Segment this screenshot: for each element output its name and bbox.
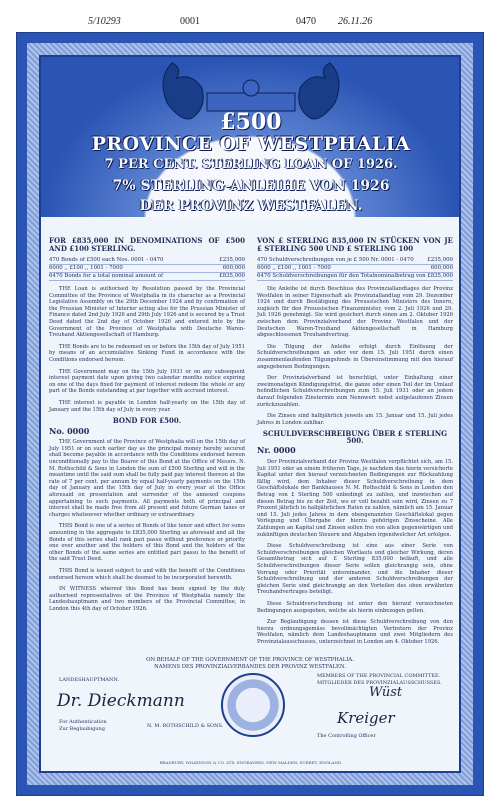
members-caption-de: MITGLIEDER DES PROVINZIALAUSSCHUSSES. xyxy=(317,680,442,686)
paragraph: Zur Beglaubigung dessen ist diese Schuldverschreibung von den hierzu ordnungsgemäss bevollmächtigten Vertretern der Provinz Westfalen, nämlich dem Landeshauptmann und zwei Mitgliedern des Provinzialausschusses, unterzeichnet in London am 4. Oktober 1926. xyxy=(257,619,453,645)
denomination-row xyxy=(49,273,245,281)
bond-body xyxy=(49,237,451,655)
bond-for-en: BOND FOR £500. xyxy=(112,416,182,426)
subtitle-german-2: DER PROVINZ WESTFALEN. xyxy=(139,198,363,214)
amount-heading: £500 xyxy=(220,109,282,135)
bond-for-de: SCHULDVERSCHREIBUNG ÜBER £ STERLING 500. xyxy=(262,429,448,445)
paragraph: IN WITNESS whereof this Bond has been signed by the duly authorised representatives of the Province of Westphalia namely the Landeshauptmann and two members of the Provincial Committee, in London this 4th day of October 1926. xyxy=(49,586,245,612)
embossed-seal-icon xyxy=(221,673,285,737)
signature-left: Dr. Dieckmann xyxy=(57,691,185,711)
row-amount: 600,000 xyxy=(430,265,453,271)
denomination-row xyxy=(257,265,453,273)
paragraph: THE Loan is authorised by Resolution passed by the Provincial Committee of the Province of Westphalia in its character as a Provincial Legislative Assembly on the 29th December 1924 and by confirmation of the Prussian Minister of Interior acting also for the Prussian Minister of Finance dated 2nd July 1926 and 29th July 1926 and is secured by a Trust Deed dated the 2nd day of October 1926 and entered into by the Government of the Province of Westphalia with Deutsche Waren-Treuhand Aktiengesellschaft of Hamburg. xyxy=(49,286,245,339)
bond-number-en: No. 0000 xyxy=(49,425,90,436)
on-behalf-en: ON BEHALF OF THE GOVERNMENT OF THE PROVINCE OF WESTPHALIA. xyxy=(146,657,354,663)
denominations-en: FOR £835,000 IN DENOMINATIONS OF £500 AND £100 STERLING. xyxy=(49,236,245,253)
row-label: 6000 ,, £100 ,, 1001 - 7000 xyxy=(257,265,331,271)
subtitle-english: 7 PER CENT. STERLING LOAN OF 1926. xyxy=(104,157,398,172)
bond-title: PROVINCE OF WESTPHALIA xyxy=(91,133,411,155)
row-amount: 600,000 xyxy=(222,265,245,271)
paragraph: Der Provinzialverband der Provinz Westfalen verpflichtet sich, am 15. Juli 1951 oder an einem früheren Tage, je nachdem das hierin versicherte Kapital unter den hierauf verzeichneten Bedingungen zur Rückzahlung fällig wird, dem Inhaber dieser Schuldverschreibung in dem Geschäftslokale der Bankhauses N. M. Rothschild & Sons in London den Betrag von £ Sterling 500 unbedingt zu zahlen, und inzwischen auf diesen Betrag bis zu der Zeit, wo er voll bezahlt sein wird, Zinsen zu 7 Prozent jährlich in halbjährlichen Raten zu zahlen, nämlich am 15. Januar und 15. Juli jedes Jahres in dem obengenannten Geschäftslokal gegen Vorlegung und Übergabe der hierzu gehörigen Zinsscheine. Alle Zahlungen an Kapital und Zinsen sollen frei von allen gegenwärtigen und zukünftigen deutschen Steuern und Abgaben irgendwelcher Art erfolgen. xyxy=(257,459,453,538)
paragraph: THIS Bond is issued subject to and with the benefit of the Conditions endorsed hereon which shall be deemed to be incorporated herewith. xyxy=(49,567,245,581)
paragraph: Die Tilgung der Anleihe erfolgt durch Einlösung der Schuldverschreibungen an oder vor dem 15. Juli 1951 durch einen zusammenlaufenden Tilgungsfonds in Übereinstimmung mit den hierauf angegebenen Bedingungen. xyxy=(257,343,453,370)
authentication-caption: For Authentication xyxy=(59,719,107,725)
serial-number-left: 0001 xyxy=(180,16,200,27)
row-label: 6000 ,, £100 ,, 1001 - 7000 xyxy=(49,265,123,271)
row-label: 6470 Schuldverschreibungen für den Totalnominalbetrag von xyxy=(257,273,426,279)
on-behalf-de: NAMENS DES PROVINZIALVERBANDES DER PROVINZ WESTFALEN. xyxy=(154,664,346,670)
serial-number-right: 0470 xyxy=(296,16,316,27)
paragraph: THE Bonds are to be redeemed on or before the 15th day of July 1951 by means of an accumulative Sinking Fund in accordance with the Conditions endorsed hereon. xyxy=(49,343,245,363)
row-amount: £835,000 xyxy=(219,273,245,279)
denomination-row xyxy=(49,265,245,273)
denomination-row xyxy=(257,273,453,281)
printer-imprint: BRADBURY, WILKINSON & CO. LTD. ENGRAVERS, NEW MALDEN, SURREY, ENGLAND. xyxy=(159,760,343,765)
date-note: 26.11.26 xyxy=(338,16,373,27)
bond-certificate xyxy=(16,32,484,796)
paragraph: Diese Schuldverschreibung ist eine aus einer Serie von Schuldverschreibungen gleichen Wortlauts und gleicher Wirkung, deren Gesamtbetrag sich auf £ Sterling 835,000 beläuft, und alle Schuldverschreibungen dieser Serie sollen gleichrangig sein, ohne Vorrang oder Priorität untereinander, und die Inhaber dieser Schuldverschreibung und der anderen Schuldverschreibungen der gleichen Serie sind gleichrangig an den Vorteilen des oben erwähnten Treuhandvertrages beteiligt. xyxy=(257,543,453,596)
paragraph: Die Zinsen sind halbjährlich jeweils am 15. Januar und 15. Juli jedes Jahres in London zahlbar. xyxy=(257,413,453,426)
paragraph: Die Anleihe ist durch Beschluss des Provinziallandtages der Provinz Westfalen in seiner Eigenschaft als Provinziallandtag vom 29. Dezember 1924 und durch Bestätigung des Preussischen Ministers des Innern, zugleich für den Preussischen Finanzminister, vom 2. Juli 1926 und 29. Juli 1926 genehmigt. Sie wird gesichert durch einen am 2. Oktober 1926 zwischen dem Provinzialverband der Provinz Westfalen und der Deutschen Waren-Treuhand Aktiengesellschaft in Hamburg abgeschlossenen Treuhandvertrag. xyxy=(257,286,453,339)
row-amount: £235,000 xyxy=(219,257,245,263)
row-label: 470 Bonds of £500 each Nos. 0001 - 0470 xyxy=(49,257,164,263)
denomination-row xyxy=(257,257,453,265)
controlling-officer-caption: The Controlling Officer xyxy=(317,733,376,739)
row-amount: £835,000 xyxy=(427,273,453,279)
subtitle-german-1: 7% STERLING-ANLEIHE VON 1926 xyxy=(112,178,390,194)
authentication-caption-de: Zur Beglaubigung xyxy=(59,726,105,732)
paragraph: THE interest is payable in London half-yearly on the 15th day of January and the 15th day of July in every year. xyxy=(49,399,245,413)
pencil-note: 5/10293 xyxy=(88,16,121,27)
english-column xyxy=(49,237,245,613)
signature-footer xyxy=(49,657,451,753)
paragraph: THIS Bond is one of a series of Bonds of like tenor and effect for sums amounting in the aggregate to £835,000 Sterling as aforesaid and all the Bonds of this series shall rank pari passu without preference or priority one over another and the holders of this Bond and the holders of the other Bonds of the same series are entitled pari passu to the benefit of the said Trust Deed. xyxy=(49,523,245,563)
row-label: 6470 Bonds for a total nominal amount of xyxy=(49,273,164,279)
row-label: 470 Schuldverschreibungen von je £ 500 Nr. 0001 - 0470 xyxy=(257,257,414,263)
paragraph: THE Government may on the 15th July 1931 or on any subsequent interest payment date upon giving two calendar months notice expiring on one of the days fixed for payment of interest redeem the whole or any part of the Bonds outstanding at par together with accrued interest. xyxy=(49,368,245,395)
denomination-row xyxy=(49,257,245,265)
bond-number-de: Nr. 0000 xyxy=(257,445,296,456)
row-amount: £235,000 xyxy=(427,257,453,263)
paragraph: Diese Schuldverschreibung ist unter den hierauf verzeichneten Bedingungen ausgegeben, welche als hierin einbezogen gelten. xyxy=(257,600,453,614)
paragraph: Der Provinzialverband ist berechtigt, unter Einhaltung einer zweimonatigen Kündigungsfrist, die ganze oder einen Teil der im Umlauf befindlichen Schuldverschreibungen zum 15. Juli 1931 oder an jedem darauf folgenden Zinstermin zum Nennwert nebst aufgelaufenen Zinsen zurückzuzahlen. xyxy=(257,375,453,408)
members-caption: MEMBERS OF THE PROVINCIAL COMMITTEE. xyxy=(317,673,441,679)
signature-right-1: Wüst xyxy=(369,685,403,700)
bank-caption: N. M. ROTHSCHILD & SONS. xyxy=(147,723,224,729)
signature-right-2: Kreiger xyxy=(337,709,395,727)
german-column xyxy=(257,237,453,646)
denominations-de: VON £ STERLING 835,000 IN STÜCKEN VON JE £ STERLING 500 UND £ STERLING 100 xyxy=(257,236,453,253)
paragraph: THE Government of the Province of Westphalia will on the 15th day of July 1951 or on such earlier day as the principal money hereby secured shall become payable in accordance with the Conditions endorsed hereon unconditionally pay to the Bearer of this Bond at the Office of Messrs. N. M. Rothschild & Sons in London the sum of £500 Sterling and will in the meantime until the said sum shall be fully paid pay interest thereon at the rate of 7 per cent. per annum by equal half-yearly payments on the 15th day of January and the 15th day of July in every year at the Office aforesaid on presentation and surrender of the annexed coupons appertaining to such payments. All payments both of principal and interest shall be made free from all present and future German taxes or charges whatsoever whether ordinary or extraordinary. xyxy=(49,439,245,518)
landeshauptmann-caption: LANDESHAUPTMANN. xyxy=(59,677,120,683)
